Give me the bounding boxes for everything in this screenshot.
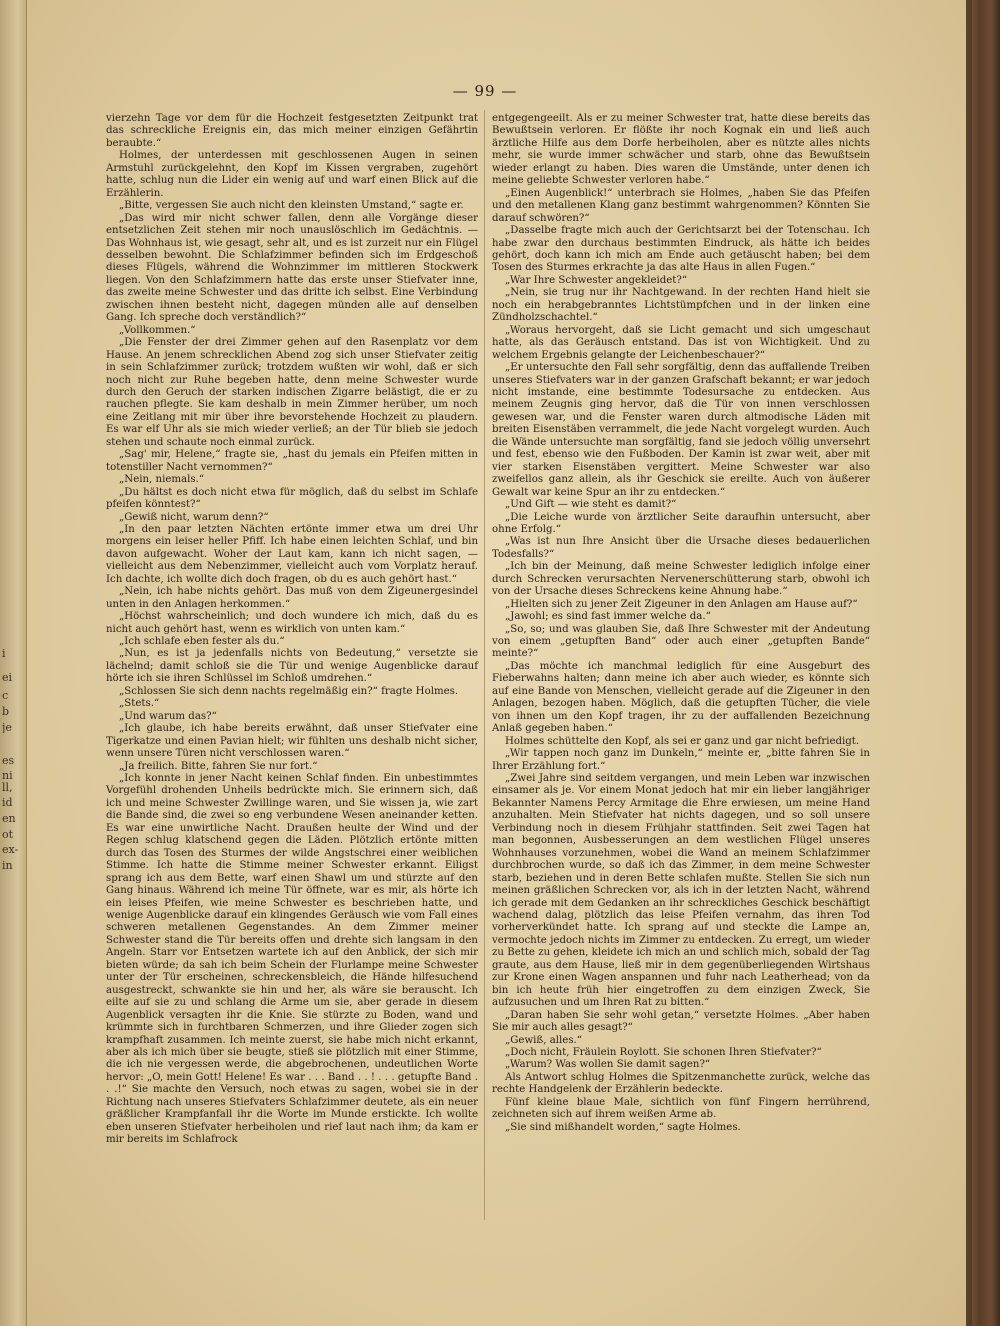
paragraph: „War Ihre Schwester angekleidet?“ xyxy=(505,274,688,286)
paragraph: „Einen Augenblick!“ unterbrach sie Holmes, „haben Sie das Pfeifen und den metallenen Klang ganz bestimmt wahrgenommen? Könnten Sie darauf schwören?“ xyxy=(492,187,870,224)
paragraph: „Dasselbe fragte mich auch der Gerichtsarzt bei der Totenschau. Ich habe zwar den durchaus bestimmten Eindruck, als hätte ich beides gehört, doch kann ich mich am Ende auch getäuscht haben; bei dem Tosen des Sturmes erkrachte ja das alte Haus in allen Fugen.“ xyxy=(492,225,870,274)
facing-page-fragment: in xyxy=(2,860,13,871)
left-text-column xyxy=(106,113,478,1147)
paragraph: „Nein, sie trug nur ihr Nachtgewand. In der rechten Hand hielt sie noch ein herabgebranntes Lichtstümpfchen und in der linken eine Zündholzschachtel.“ xyxy=(492,287,870,324)
paragraph: „Nun, es ist ja jedenfalls nichts von Bedeutung,“ versetzte sie lächelnd; damit schloß sie die Tür und wenige Augenblicke darauf hörte ich sie ihren Schlüssel im Schloß umdrehen.“ xyxy=(106,648,478,685)
facing-page-fragment: en xyxy=(2,813,16,824)
paragraph: „Ich bin der Meinung, daß meine Schwester lediglich infolge einer durch Schrecken verursachten Nervenerschütterung starb, obwohl ich von der Ursache dieses Schreckens keine Ahnung habe.“ xyxy=(492,561,870,598)
paragraph: „Jawohl; es sind fast immer welche da.“ xyxy=(505,611,711,623)
facing-page-fragment: i xyxy=(2,648,6,659)
paragraph: „Woraus hervorgeht, daß sie Licht gemacht und sich umgeschaut hatte, als das Geräusch entstand. Das ist von Wichtigkeit. Und zu welchem Ergebnis gelangte der Leichenbeschauer?“ xyxy=(492,324,870,361)
paragraph: „Hielten sich zu jener Zeit Zigeuner in den Anlagen am Hause auf?“ xyxy=(505,598,858,610)
paragraph: „Die Leiche wurde von ärztlicher Seite daraufhin untersucht, aber ohne Erfolg.“ xyxy=(492,511,870,535)
column-divider xyxy=(484,110,485,1220)
paragraph: „Du hältst es doch nicht etwa für möglich, daß du selbst im Schlafe pfeifen könntest?“ xyxy=(106,486,478,511)
paragraph: „Er untersuchte den Fall sehr sorgfältig, denn das auffallende Treiben unseres Stiefvaters war in der ganzen Grafschaft bekannt; er war jedoch nicht imstande, eine bestimmte Todesursache zu entdecken. Aus meinem Zeugnis ging hervor, daß die Tür von innen verschlossen gewesen war, und die Fenster waren durch altmodische Läden mit breiten Eisenstäben verrammelt, die jede Nacht vorgelegt wurden. Auch die Wände untersuchte man sorgfältig, fand sie jedoch völlig unversehrt und fest, ebenso wie den Fußboden. Der Kamin ist zwar weit, aber mit vier starken Eisenstäben vergittert. Meine Schwester war also zweifellos ganz allein, als ihr Geschick sie ereilte. Auch von äußerer Gewalt war keine Spur an ihr zu entdecken.“ xyxy=(492,362,870,498)
paragraph: „Warum? Was wollen Sie damit sagen?“ xyxy=(505,1059,711,1071)
paragraph: „Nein, niemals.“ xyxy=(119,474,205,486)
paragraph: „Und warum das?“ xyxy=(119,710,217,722)
paragraph: „Vollkommen.“ xyxy=(119,324,196,336)
paragraph: „Gewiß, alles.“ xyxy=(505,1034,582,1046)
paragraph: Fünf kleine blaue Male, sichtlich von fünf Fingern herrührend, zeichneten sich auf ihrem weißen Arme ab. xyxy=(492,1096,870,1121)
paragraph: „Sie sind mißhandelt worden,“ sagte Holmes. xyxy=(505,1121,741,1133)
facing-page-fragment: b xyxy=(2,706,10,717)
facing-page-fragment: id xyxy=(2,797,13,808)
facing-page-fragment: ll, xyxy=(2,782,13,793)
paragraph: „So, so; und was glauben Sie, daß Ihre Schwester mit der Andeutung von einem „getupften Band“ oder auch einer „getupften Bande“ meinte?“ xyxy=(492,623,870,660)
paragraph: „Das möchte ich manchmal lediglich für eine Ausgeburt des Fieberwahns halten; dann meine ich aber auch wieder, es könnte sich auf eine Bande von Menschen, vielleicht gerade auf die Zigeuner in den Anlagen, bezogen haben. Möglich, daß die getupften Tücher, die viele von ihnen um den Kopf tragen, ihr zu der auffallenden Bezeichnung Anlaß gegeben haben.“ xyxy=(492,660,870,735)
paragraph: „Und Gift — wie steht es damit?“ xyxy=(505,499,677,511)
facing-page-fragment: ex- xyxy=(2,844,19,855)
paragraph: „Ich schlafe eben fester als du.“ xyxy=(119,636,285,648)
paragraph: entgegengeeilt. Als er zu meiner Schwester trat, hatte diese bereits das Bewußtsein verloren. Er flößte ihr noch Kognak ein und ließ auch ärztliche Hilfe aus dem Dorfe herbeiholen, aber es nützte alles nichts mehr, sie wurde immer schwächer und starb, ohne das Bewußtsein wieder erlangt zu haben. Dies waren die Umstände, unter denen ich meine geliebte Schwester verloren habe.“ xyxy=(492,113,870,187)
paragraph: „Gewiß nicht, warum denn?“ xyxy=(119,511,269,523)
facing-page-fragment: es xyxy=(2,755,15,766)
previous-page-edge xyxy=(0,0,27,1326)
paragraph: „Was ist nun Ihre Ansicht über die Ursache dieses bedauerlichen Todesfalls?“ xyxy=(492,536,870,560)
right-text-column xyxy=(492,113,870,1134)
paragraph: „Das wird mir nicht schwer fallen, denn alle Vorgänge dieser entsetzlichen Zeit stehen mir noch unauslöschlich im Gedächtnis. — Das Wohnhaus ist, wie gesagt, sehr alt, und es ist zurzeit nur ein Flügel desselben bewohnt. Die Schlafzimmer befinden sich im Erdgeschoß dieses Flügels, während die Wohnzimmer im mittleren Stockwerk liegen. Von den Schlafzimmern hatte das erste unser Stiefvater inne, das zweite meine Schwester und das dritte ich selbst. Eine Verbindung zwischen ihnen besteht nicht, dagegen münden alle auf denselben Gang. Ich spreche doch verständlich?“ xyxy=(106,212,478,324)
paragraph: „Zwei Jahre sind seitdem vergangen, und mein Leben war inzwischen einsamer als je. Vor einem Monat jedoch hat mir ein lieber langjähriger Bekannter Namens Percy Armitage die Ehre erwiesen, um meine Hand anzuhalten. Mein Stiefvater hat nichts dagegen, und so soll unsere Verbindung noch in diesem Frühjahr stattfinden. Seit zwei Tagen hat man begonnen, Ausbesserungen an dem westlichen Flügel unseres Wohnhauses vorzunehmen, wobei die Wand an meinem Schlafzimmer durchbrochen wurde, so daß ich das Zimmer, in dem meine Schwester starb, beziehen und in deren Bette schlafen mußte. Stellen Sie sich nun meinen gräßlichen Schrecken vor, als ich in der letzten Nacht, während ich gerade mit dem Gedanken an ihr schreckliches Geschick beschäftigt wachend dalag, plötzlich das leise Pfeifen vernahm, das ihren Tod vorherverkündet hatte. Ich sprang auf und steckte die Lampe an, vermochte jedoch nichts im Zimmer zu entdecken. Zu erregt, um wieder zu Bette zu gehen, kleidete ich mich an und schlich mich, sobald der Tag graute, aus dem Hause, ließ mir in dem gegenüberliegenden Wirtshaus zur Krone einen Wagen anspannen und fuhr nach Leatherhead; von da bin ich heute früh hier eingetroffen zu dem einzigen Zweck, Sie aufzusuchen und um Ihren Rat zu bitten.“ xyxy=(492,773,870,1009)
facing-page-fragment: ot xyxy=(2,829,14,840)
paragraph: „Doch nicht, Fräulein Roylott. Sie schonen Ihren Stiefvater?“ xyxy=(505,1046,822,1058)
paragraph: Holmes schüttelte den Kopf, als sei er ganz und gar nicht befriedigt. xyxy=(505,735,860,747)
paragraph: „Daran haben Sie sehr wohl getan,“ versetzte Holmes. „Aber haben Sie mir auch alles gesagt?“ xyxy=(492,1009,870,1034)
paragraph: „Ich konnte in jener Nacht keinen Schlaf finden. Ein unbestimmtes Vorgefühl drohenden Unheils bedrückte mich. Sie erinnern sich, daß ich und meine Schwester Zwillinge waren, und Sie wissen ja, wie zart die Bande sind, die zwei so eng verbundene Wesen aneinander ketten. Es war eine unwirtliche Nacht. Draußen heulte der Wind und der Regen schlug klatschend gegen die Läden. Plötzlich ertönte mitten durch das Tosen des Sturmes der wilde Angstschrei einer weiblichen Stimme. Ich hatte die Stimme meiner Schwester erkannt. Eiligst sprang ich aus dem Bette, warf einen Shawl um und stürzte auf den Gang hinaus. Während ich meine Tür öffnete, war es mir, als hörte ich ein leises Pfeifen, wie meine Schwester es beschrieben hatte, und wenige Augenblicke darauf ein klingendes Geräusch wie vom Fall eines schweren metallenen Gegenstandes. An dem Zimmer meiner Schwester stand die Tür bereits offen und drehte sich langsam in den Angeln. Starr vor Entsetzen wartete ich auf den Anblick, der sich mir bieten würde; da sah ich beim Schein der Flurlampe meine Schwester unter der Tür erscheinen, schreckensbleich, die Hände hilfesuchend ausgestreckt, schwankte sie hin und her, als wäre sie berauscht. Ich eilte auf sie zu und schlang die Arme um sie, aber gerade in diesem Augenblick versagten ihr die Knie. Sie stürzte zu Boden, wand und krümmte sich in furchtbaren Schmerzen, und ihre Glieder zogen sich krampfhaft zusammen. Ich meinte zuerst, sie habe mich nicht erkannt, aber als ich mich über sie beugte, stieß sie plötzlich mit einer Stimme, die ich nie vergessen werde, die abgebrochenen, undeutlichen Worte hervor: „O, mein Gott! Helene! Es war . . . Band . . ! . . . getupfte Band . . .!“ Sie machte den Versuch, noch etwas zu sagen, wobei sie in der Richtung nach unseres Stiefvaters Schlafzimmer deutete, als ein neuer gräßlicher Krampfanfall ihr die Worte im Munde erstickte. Ich wollte eben unseren Stiefvater herbeiholen und rief laut nach ihm; da kam er mir bereits im Schlafrock xyxy=(106,773,478,1146)
paragraph: „Ja freilich. Bitte, fahren Sie nur fort.“ xyxy=(119,760,318,772)
paragraph: „Wir tappen noch ganz im Dunkeln,“ meinte er, „bitte fahren Sie in Ihrer Erzählung fort.“ xyxy=(492,748,870,772)
paragraph: Als Antwort schlug Holmes die Spitzenmanchette zurück, welche das rechte Handgelenk der Erzählerin bedeckte. xyxy=(492,1071,870,1096)
paragraph: „Ich glaube, ich habe bereits erwähnt, daß unser Stiefvater eine Tigerkatze und einen Pavian hielt; wir fühlten uns deshalb nicht sicher, wenn unsere Türen nicht verschlossen waren.“ xyxy=(106,723,478,760)
paragraph: „Nein, ich habe nichts gehört. Das muß von dem Zigeunergesindel unten in den Anlagen herkommen.“ xyxy=(106,586,478,610)
paragraph: „Die Fenster der drei Zimmer gehen auf den Rasenplatz vor dem Hause. An jenem schrecklichen Abend zog sich unser Stiefvater zeitig in sein Schlafzimmer zurück; trotzdem wußten wir wohl, daß er sich noch nicht zur Ruhe begeben hatte, denn meine Schwester wurde durch den Geruch der starken indischen Zigarre belästigt, die er zu rauchen pflegte. Sie kam deshalb in mein Zimmer herüber, um noch eine Zeitlang mit mir über ihre bevorstehende Hochzeit zu plaudern. Es war elf Uhr als sie mich wieder verließ; an der Tür blieb sie jedoch stehen und schaute noch einmal zurück. xyxy=(106,337,478,448)
facing-page-fragment: ei xyxy=(2,672,13,683)
facing-page-fragment: je xyxy=(2,722,12,733)
paragraph: „Bitte, vergessen Sie auch nicht den kleinsten Umstand,“ sagte er. xyxy=(119,200,464,212)
facing-page-fragment: c xyxy=(2,690,9,701)
facing-page-fragment: ni xyxy=(2,770,13,781)
paragraph: „Stets.“ xyxy=(119,698,160,710)
paragraph: „Schlossen Sie sich denn nachts regelmäßig ein?“ fragte Holmes. xyxy=(119,685,459,697)
paragraph: vierzehn Tage vor dem für die Hochzeit festgesetzten Zeitpunkt trat das schreckliche Ereignis ein, das mich meiner einzigen Gefährtin beraubte.“ xyxy=(106,113,478,149)
paragraph: Holmes, der unterdessen mit geschlossenen Augen in seinen Armstuhl zurückgelehnt, den Kopf im Kissen vergraben, zugehört hatte, schlug nun die Lider ein wenig auf und warf einen Blick auf die Erzählerin. xyxy=(106,150,478,199)
paragraph: „Höchst wahrscheinlich; und doch wundere ich mich, daß du es nicht auch gehört hast, wenn es wirklich von unten kam.“ xyxy=(106,611,478,635)
paragraph: „In den paar letzten Nächten ertönte immer etwa um drei Uhr morgens ein leiser heller Pfiff. Ich habe einen leichten Schlaf, und bin davon aufgewacht. Woher der Laut kam, kann ich nicht sagen, — vielleicht aus dem Nebenzimmer, vielleicht auch vom Vorplatz herauf. Ich dachte, ich wollte dich doch fragen, ob du es auch gehört hast.“ xyxy=(106,523,478,585)
book-binding xyxy=(966,0,1000,1326)
paragraph: „Sag' mir, Helene,“ fragte sie, „hast du jemals ein Pfeifen mitten in totenstiller Nacht vernommen?“ xyxy=(106,449,478,473)
page-number: — 99 — xyxy=(452,82,518,100)
